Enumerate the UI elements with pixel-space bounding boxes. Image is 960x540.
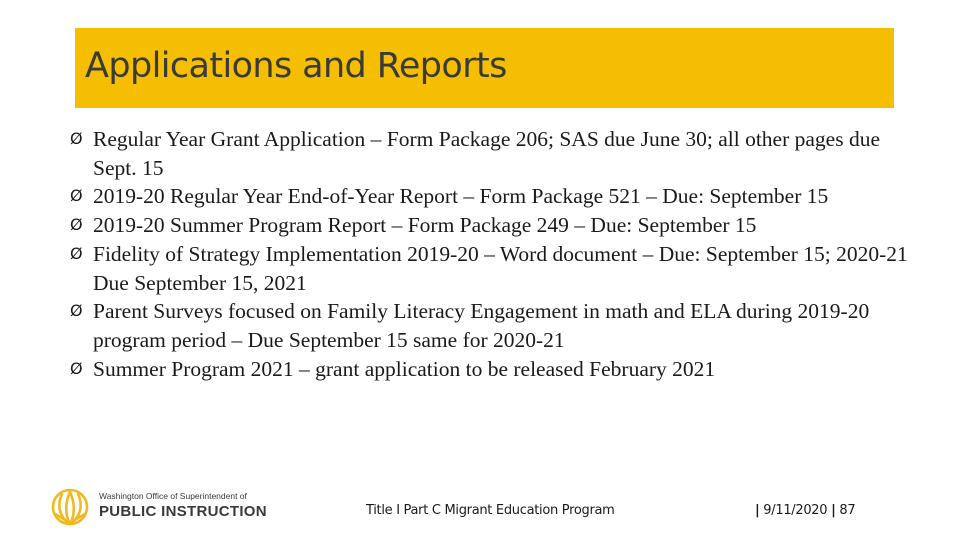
footer-date: 9/11/2020 [763,503,828,518]
arrowhead-bullet-icon: Ø [70,215,83,235]
bullet-item [70,355,910,384]
bullet-text: Fidelity of Strategy Implementation 2019-20 – Word document – Due: September 15; 2020-21 Due September 15, 2021 [93,241,908,295]
footer-program: Title I Part C Migrant Education Program [366,503,615,518]
arrowhead-bullet-icon: Ø [70,301,83,321]
wheat-sun-logo-icon [50,486,90,530]
bullet-item [70,211,910,240]
title-bar [75,28,894,108]
footer-meta [755,503,855,518]
arrowhead-bullet-icon: Ø [70,358,83,378]
bullet-text: Parent Surveys focused on Family Literacy Engagement in math and ELA during 2019-20 program period – Due September 15 same for 2020-21 [93,299,870,352]
footer-page-number: 87 [839,503,856,518]
bullet-list [70,125,910,383]
bullet-text: 2019-20 Regular Year End-of-Year Report – Form Package 521 – Due: September 15 [93,184,829,209]
logo-name: PUBLIC INSTRUCTION [99,503,267,520]
arrowhead-bullet-icon: Ø [70,186,83,206]
bullet-text: 2019-20 Summer Program Report – Form Package 249 – Due: September 15 [93,213,757,238]
bullet-item [70,240,910,297]
arrowhead-bullet-icon: Ø [70,129,83,148]
bullet-item [70,182,910,211]
footer-separator: | [755,503,760,518]
slide-title: Applications and Reports [85,46,507,86]
arrowhead-bullet-icon: Ø [70,243,83,263]
bullet-item [70,125,910,182]
bullet-text: Regular Year Grant Application – Form Package 206; SAS due June 30; all other pages due Sept. 15 [93,127,880,180]
bullet-item [70,297,910,354]
bullet-text: Summer Program 2021 – grant application to be released February 2021 [93,356,716,381]
logo-subtitle: Washington Office of Superintendent of [99,491,247,501]
footer-separator: | [831,503,836,518]
ospi-logo [50,486,280,530]
